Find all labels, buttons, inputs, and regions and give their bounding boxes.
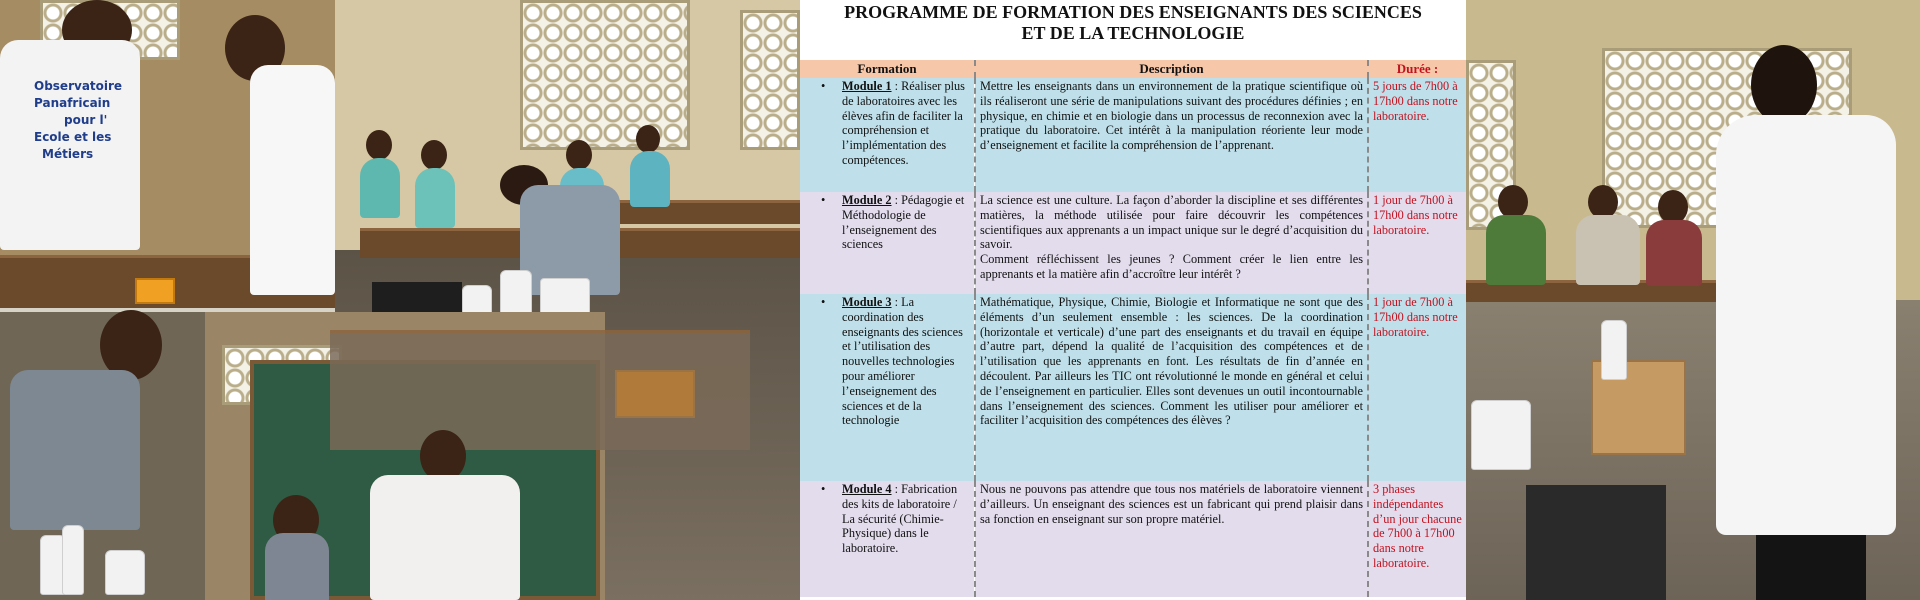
module-text: : La coordination des enseignants des sciences et l’utilisation des nouvelles technologies pour améliorer l’enseignement des sciences et de la technologie [842, 295, 963, 428]
duree-cell: 3 phases indépendantes d’un jour chacune de 7h00 à 17h00 dans notre laboratoire. [1368, 481, 1466, 597]
description-paragraph: La science est une culture. La façon d’aborder la discipline et ses différentes matières, la méthode utilisée pour faire découvrir les compétences scientifiques aux apprenants a un impact unique sur le degré d’acquisition du savoir. [980, 193, 1363, 252]
description-cell [975, 192, 1368, 294]
formation-cell [800, 481, 975, 597]
table-row [800, 192, 1466, 294]
bullet-icon: • [821, 295, 826, 309]
formation-cell [800, 192, 975, 294]
bullet-icon: • [821, 482, 826, 496]
table-header-row [800, 60, 1466, 78]
description-cell: Mettre les enseignants dans un environnement de la pratique scientifique où ils réaliseront une série de manipulations suivant des procédures définies ; en physique, en chimie et en biologie dans un processus de reconnexion avec la pratique du laboratoire. Cet intérêt à la manipulation réoriente leur mode d’enseignement et facilite la compréhension de l’apprenant. [975, 78, 1368, 192]
formation-cell [800, 78, 975, 192]
table-row [800, 481, 1466, 597]
description-cell: Nous ne pouvons pas attendre que tous nos matériels de laboratoire viennent d’ailleurs. Un enseignant des sciences est un fabricant qui prend plaisir dans sa fonction en enseignant sur son propre matériel. [975, 481, 1368, 597]
tshirt-line: Métiers [42, 147, 94, 161]
tshirt-print [34, 78, 144, 163]
table-row [800, 294, 1466, 481]
training-programme-document [800, 0, 1466, 600]
column-header-description: Description [975, 60, 1368, 78]
duree-cell: 1 jour de 7h00 à 17h00 dans notre laboratoire. [1368, 294, 1466, 481]
module-title: Module 4 [842, 482, 892, 496]
formation-cell [800, 294, 975, 481]
module-title: Module 2 [842, 193, 892, 207]
document-title [800, 2, 1466, 44]
column-header-formation: Formation [800, 60, 975, 78]
tshirt-line: Observatoire [34, 79, 123, 93]
module-title: Module 3 [842, 295, 892, 309]
beaker [105, 550, 145, 595]
module-text: : Fabrication des kits de laboratoire / La sécurité (Chimie-Physique) dans le laboratoire. [842, 482, 958, 556]
description-cell: Mathématique, Physique, Chimie, Biologie et Informatique ne sont que des éléments d’un seulement ensemble : les sciences. De la coordination (horizontale et verticale) d’une part des enseignants et du travail en équipe d’autre part, dépend la qualité de l’acquisition des compétences et de l’utilisation que les apprenants en font. Les résultats de fin d’année en découlent. Par ailleurs les TIC ont révolutionné le monde en général et celui de l’enseignement en particulier. Elles sont devenues un outil incontournable dans l’enseignement des sciences. Comment les utiliser pour améliorer et faciliter l’acquisition des compétences des élèves ? [975, 294, 1368, 481]
right-photo [1466, 0, 1920, 600]
description-paragraph: Comment réfléchissent les jeunes ? Comment créer le lien entre les apprenants et la matière afin d’accroître leur intérêt ? [980, 252, 1363, 281]
table-row [800, 78, 1466, 192]
bottle [62, 525, 84, 595]
left-photo-collage [0, 0, 800, 600]
tshirt-line: Ecole et les [34, 130, 112, 144]
classroom-window [740, 10, 800, 150]
module-title: Module 1 [842, 79, 892, 93]
title-line: ET DE LA TECHNOLOGIE [1021, 23, 1245, 43]
power-supply [1526, 485, 1666, 600]
title-line: PROGRAMME DE FORMATION DES ENSEIGNANTS DES SCIENCES [844, 2, 1422, 22]
bullet-icon: • [821, 193, 826, 207]
classroom-window [520, 0, 690, 150]
tshirt-line: pour l' [64, 113, 108, 127]
duree-cell: 1 jour de 7h00 à 17h00 dans notre laboratoire. [1368, 192, 1466, 294]
module-text: : Pédagogie et Méthodologie de l’enseignement des sciences [842, 193, 965, 252]
bottle [1601, 320, 1627, 380]
tshirt-line: Panafricain [34, 96, 111, 110]
beaker [1471, 400, 1531, 470]
apparatus [615, 370, 695, 418]
programme-table [800, 60, 1466, 597]
duree-cell: 5 jours de 7h00 à 17h00 dans notre laboratoire. [1368, 78, 1466, 192]
module-text: : Réaliser plus de laboratoires avec les élèves afin de faciliter la compréhension et l’implémentation des compétences. [842, 79, 965, 167]
bullet-icon: • [821, 79, 826, 93]
column-header-duree: Durée : [1368, 60, 1466, 78]
multimeter [135, 278, 175, 304]
